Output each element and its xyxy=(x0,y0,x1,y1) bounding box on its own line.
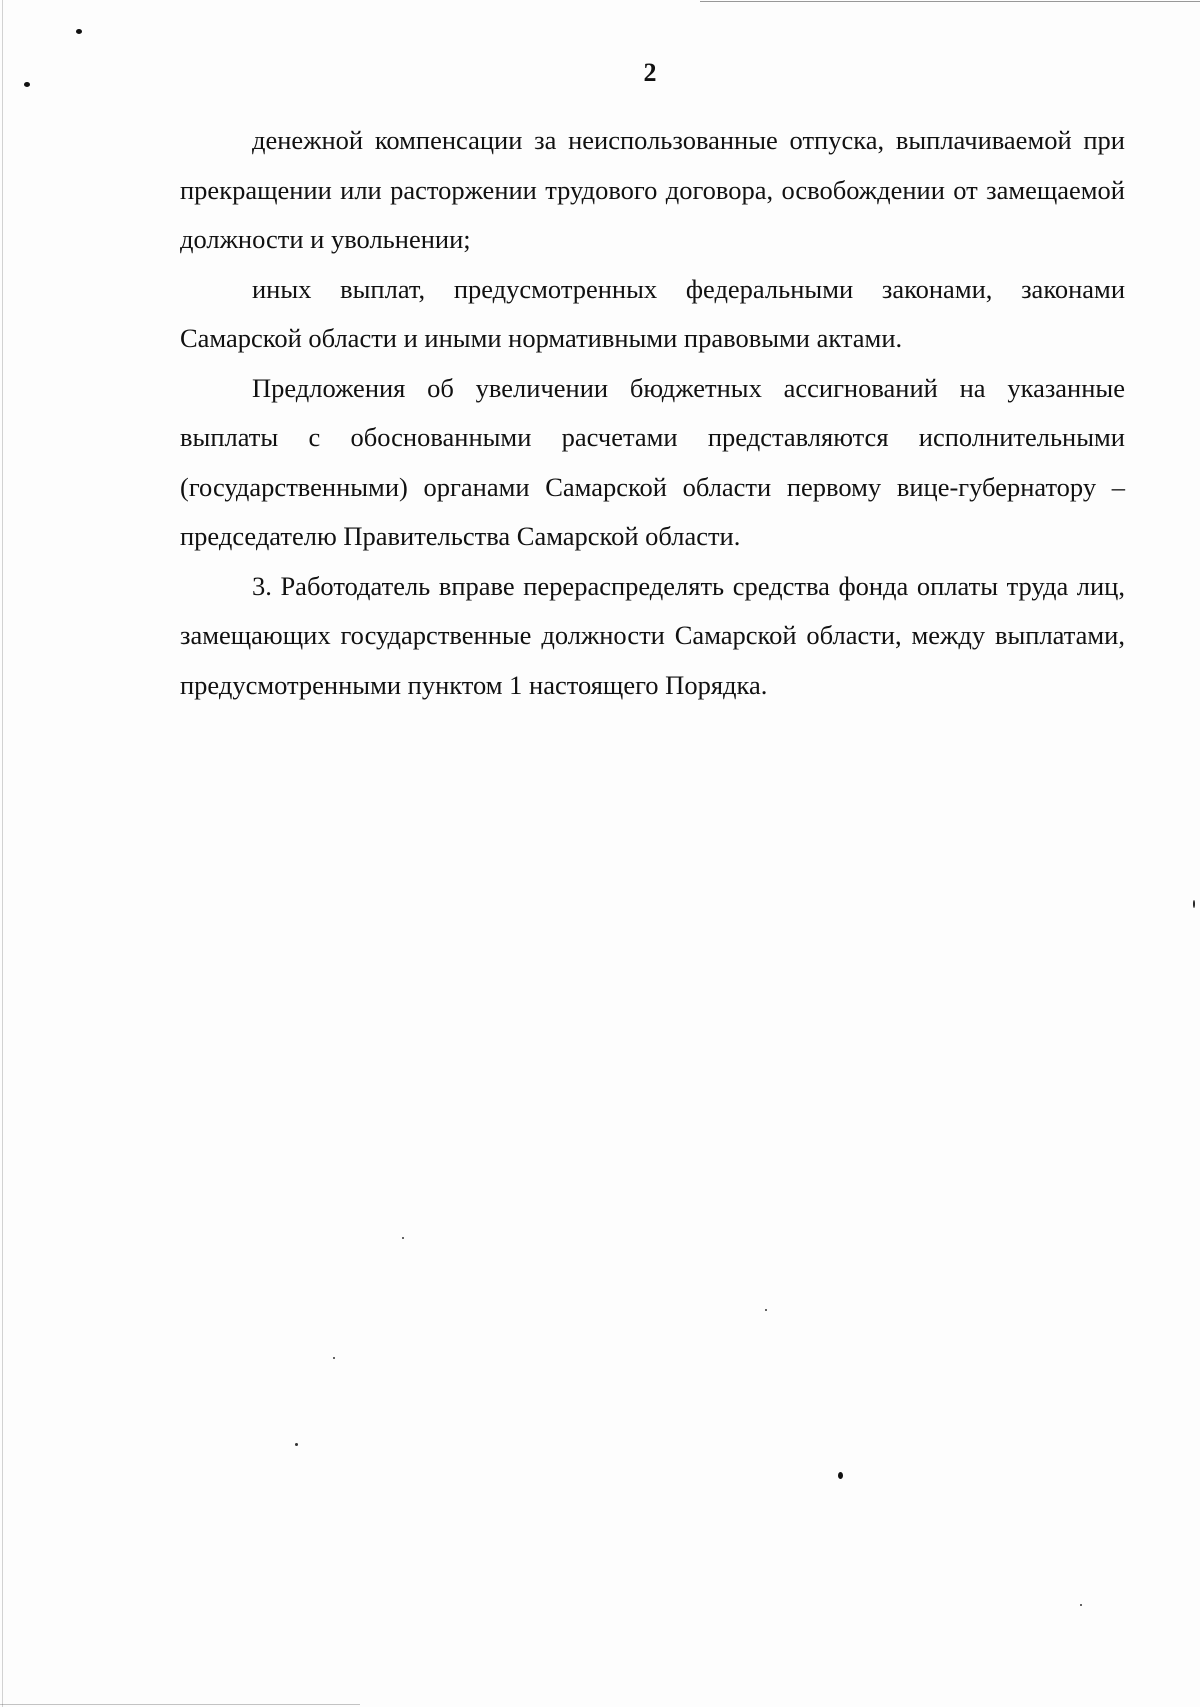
scan-speck xyxy=(333,1357,335,1359)
paragraph-compensation: денежной компенсации за неиспользованные отпуска, выплачиваемой при прекращении или расторжении трудового договора, освобождении от замещаемой должности и увольнении; xyxy=(180,125,1125,254)
scan-speck xyxy=(295,1443,298,1446)
scan-edge-left xyxy=(2,0,3,1707)
scan-speck xyxy=(1080,1604,1082,1606)
scan-speck xyxy=(1193,900,1195,908)
scan-speck xyxy=(765,1309,767,1311)
paragraph-proposals: Предложения об увеличении бюджетных ассигнований на указанные выплаты с обоснованными расчетами представляются исполнительными (государственными) органами Самарской области первому вице-губернатору – председателю Правительства Самарской области. xyxy=(180,372,1125,551)
document-body xyxy=(180,116,1125,710)
page-number: 2 xyxy=(643,58,657,87)
scan-edge-bottom xyxy=(0,1704,360,1705)
scan-speck xyxy=(76,29,82,34)
scan-speck xyxy=(838,1472,843,1479)
paragraph-clause-3: 3. Работодатель вправе перераспределять средства фонда оплаты труда лиц, замещающих государственные должности Самарской области, между выплатами, предусмотренными пунктом 1 настоящего Порядка. xyxy=(180,570,1125,700)
scan-speck xyxy=(402,1237,404,1239)
paragraph-other-payments: иных выплат, предусмотренных федеральными законами, законами Самарской области и иными нормативными правовыми актами. xyxy=(180,273,1125,353)
scan-edge-top xyxy=(700,1,1200,2)
